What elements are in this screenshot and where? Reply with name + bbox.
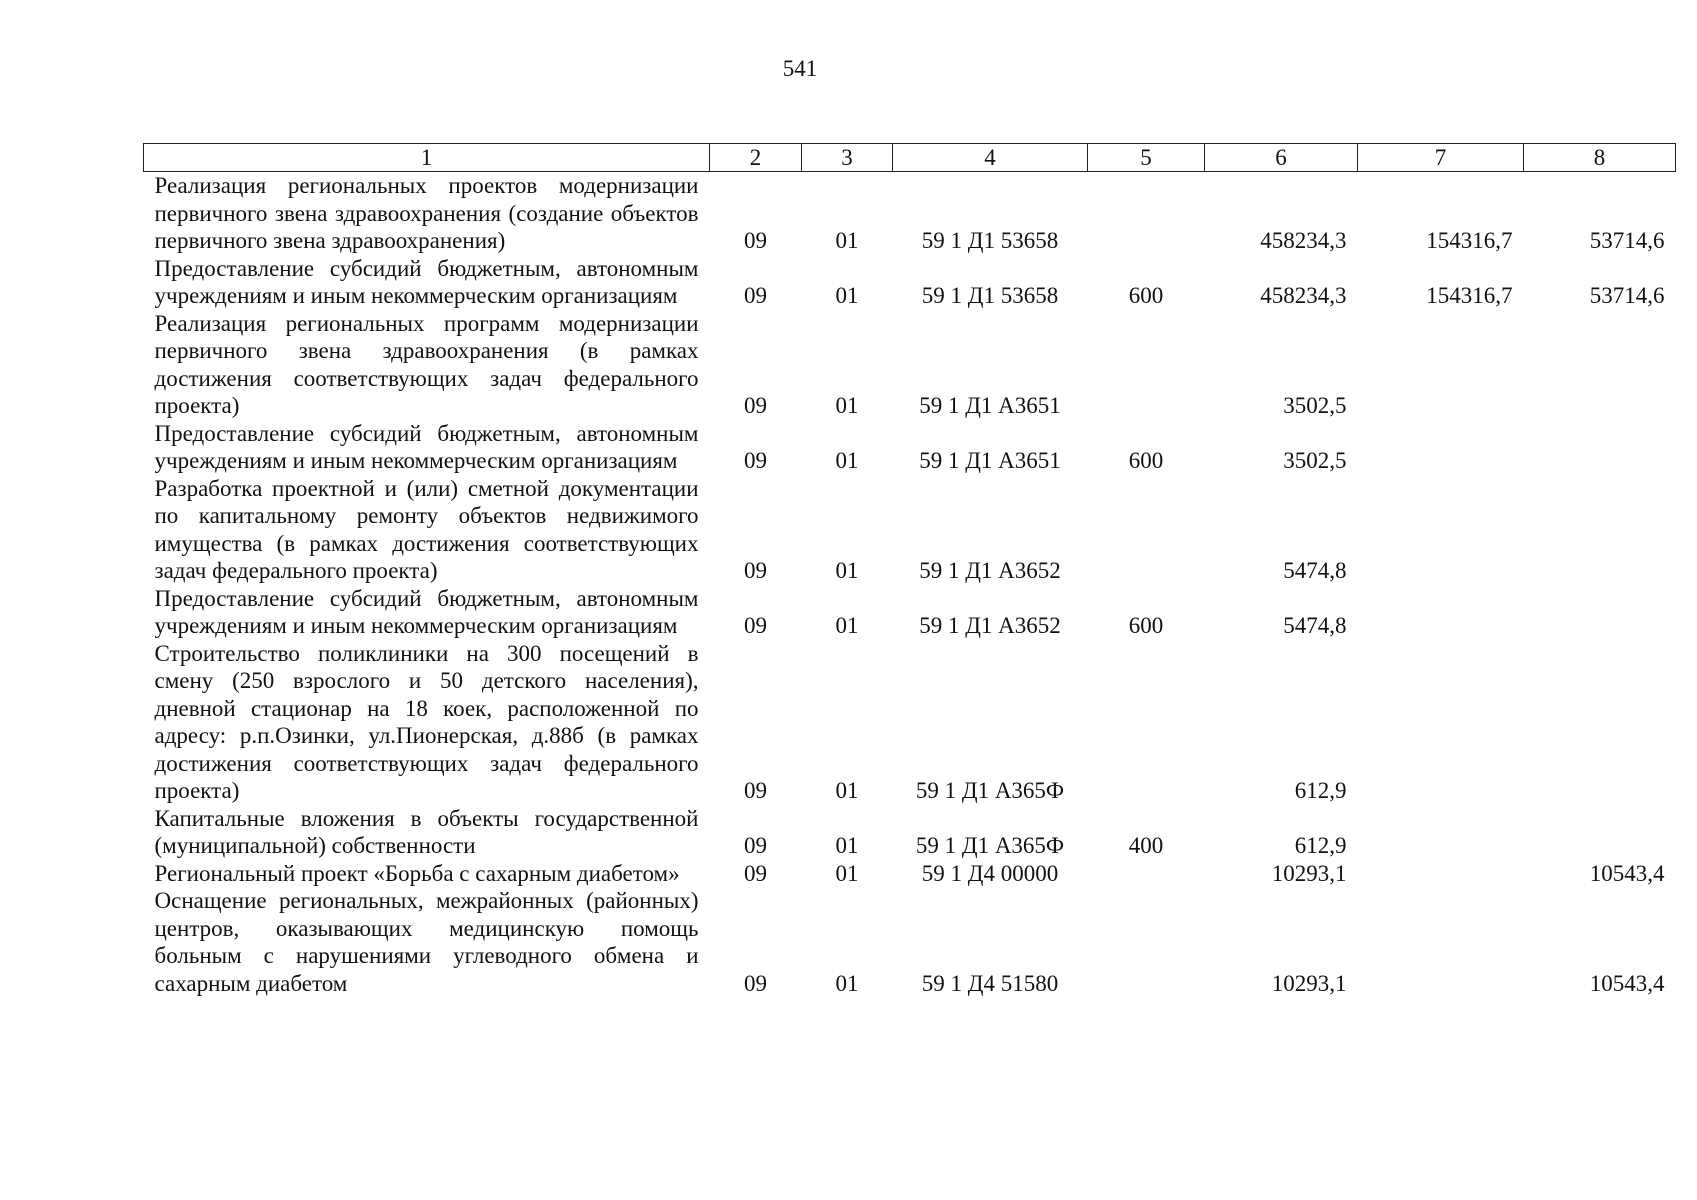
row-section: 09 [744,283,767,308]
row-subsection: 01 [835,283,859,308]
row-section: 09 [744,613,767,638]
row-subsection: 01 [835,778,859,803]
table-row [144,420,1676,475]
row-amount-col6: 10293,1 [1271,970,1347,996]
row-amount-col8 [1524,310,1676,420]
row-expense-type [1088,860,1205,888]
row-expense-type: 600 [1128,613,1164,638]
row-amount-col7: 154316,7 [1426,283,1513,308]
row-subsection: 01 [835,558,859,583]
row-expense-type [1088,887,1205,997]
row-amount-col6: 3502,5 [1283,448,1347,473]
table-row [144,805,1676,860]
row-target-code: 59 1 Д1 А3651 [919,448,1061,473]
row-expense-type [1088,475,1205,585]
table-row [144,172,1676,255]
table-row [144,475,1676,585]
table-row [144,310,1676,420]
row-amount-col7 [1358,805,1524,860]
row-amount-col6: 458234,3 [1260,228,1347,253]
row-section: 09 [744,860,767,886]
row-expense-type [1088,310,1205,420]
row-subsection: 01 [835,833,859,858]
header-col-7: 7 [1358,144,1524,172]
row-description: Реализация региональных программ модернизации первичного звена здравоохранения (в рамках достижения соответствующих задач федерального проекта) [154,310,699,418]
row-expense-type: 600 [1128,283,1164,308]
row-target-code: 59 1 Д4 00000 [921,860,1059,886]
row-amount-col6: 10293,1 [1271,860,1347,886]
row-description: Предоставление субсидий бюджетным, автономным учреждениям и иным некоммерческим организациям [154,420,699,473]
table-header [144,144,1676,172]
row-target-code: 59 1 Д1 А3652 [919,613,1061,638]
header-col-1: 1 [144,144,710,172]
row-section: 09 [744,558,767,583]
row-amount-col8 [1524,640,1676,805]
row-amount-col6: 5474,8 [1283,613,1347,638]
header-col-2: 2 [710,144,802,172]
table-row [144,640,1676,805]
row-subsection: 01 [835,228,859,253]
row-section: 09 [744,778,767,803]
row-amount-col7 [1358,585,1524,640]
row-target-code: 59 1 Д1 А365Ф [915,778,1065,803]
row-description: Региональный проект «Борьба с сахарным диабетом» [154,860,680,886]
row-subsection: 01 [835,970,859,996]
table-row [144,585,1676,640]
table-row [144,860,1676,888]
row-description: Строительство поликлиники на 300 посещений в смену (250 взрослого и 50 детского населения), дневной стационар на 18 коек, расположенной по адресу: р.п.Озинки, ул.Пионерская, д.88б (в рамках достижения соответствующих задач федерального проекта) [154,640,699,803]
row-amount-col6: 3502,5 [1283,393,1347,418]
page-number-text: 541 [782,56,818,81]
row-amount-col8: 53714,6 [1589,283,1665,308]
row-description: Реализация региональных проектов модернизации первичного звена здравоохранения (создание объектов первичного звена здравоохранения) [154,173,699,253]
row-amount-col8: 53714,6 [1589,228,1665,253]
row-target-code: 59 1 Д1 А365Ф [915,833,1065,858]
row-target-code: 59 1 Д1 А3651 [919,393,1061,418]
row-expense-type: 600 [1128,448,1164,473]
row-description: Предоставление субсидий бюджетным, автономным учреждениям и иным некоммерческим организациям [154,585,699,638]
row-subsection: 01 [835,393,859,418]
header-row [144,144,1676,172]
row-amount-col8 [1524,805,1676,860]
table-body [144,172,1676,998]
row-amount-col7: 154316,7 [1426,228,1513,253]
row-amount-col7 [1358,887,1524,997]
row-amount-col7 [1358,475,1524,585]
row-section: 09 [744,833,767,858]
header-col-4: 4 [893,144,1088,172]
page-number [0,56,1680,82]
row-target-code: 59 1 Д1 А3652 [919,558,1061,583]
row-amount-col6: 612,9 [1294,833,1347,858]
header-col-6: 6 [1205,144,1358,172]
header-col-5: 5 [1088,144,1205,172]
row-description: Предоставление субсидий бюджетным, автономным учреждениям и иным некоммерческим организациям [154,255,699,308]
row-amount-col6: 5474,8 [1283,558,1347,583]
row-amount-col8 [1524,585,1676,640]
row-description: Оснащение региональных, межрайонных (районных) центров, оказывающих медицинскую помощь больным с нарушениями углеводного обмена и сахарным диабетом [154,888,699,996]
row-amount-col8 [1524,475,1676,585]
row-amount-col6: 612,9 [1294,778,1347,803]
table-row [144,255,1676,310]
row-amount-col7 [1358,640,1524,805]
table-row [144,887,1676,997]
row-expense-type [1088,640,1205,805]
row-section: 09 [744,448,767,473]
row-target-code: 59 1 Д1 53658 [921,283,1059,308]
row-amount-col7 [1358,420,1524,475]
row-amount-col8: 10543,4 [1589,970,1665,996]
header-col-3: 3 [802,144,893,172]
row-subsection: 01 [835,448,859,473]
row-description: Разработка проектной и (или) сметной документации по капитальному ремонту объектов недвижимого имущества (в рамках достижения соответствующих задач федерального проекта) [154,475,699,583]
row-section: 09 [744,228,767,253]
row-expense-type [1088,172,1205,255]
row-subsection: 01 [835,860,859,886]
row-subsection: 01 [835,613,859,638]
row-amount-col8 [1524,420,1676,475]
row-amount-col8: 10543,4 [1589,860,1665,886]
row-amount-col6: 458234,3 [1260,283,1347,308]
row-section: 09 [744,970,767,996]
row-section: 09 [744,393,767,418]
row-expense-type: 400 [1128,833,1164,858]
budget-table [143,143,1676,997]
header-col-8: 8 [1524,144,1676,172]
row-amount-col7 [1358,860,1524,888]
row-amount-col7 [1358,310,1524,420]
row-target-code: 59 1 Д1 53658 [921,228,1059,253]
row-target-code: 59 1 Д4 51580 [921,970,1059,996]
row-description: Капитальные вложения в объекты государственной (муниципальной) собственности [154,805,699,858]
